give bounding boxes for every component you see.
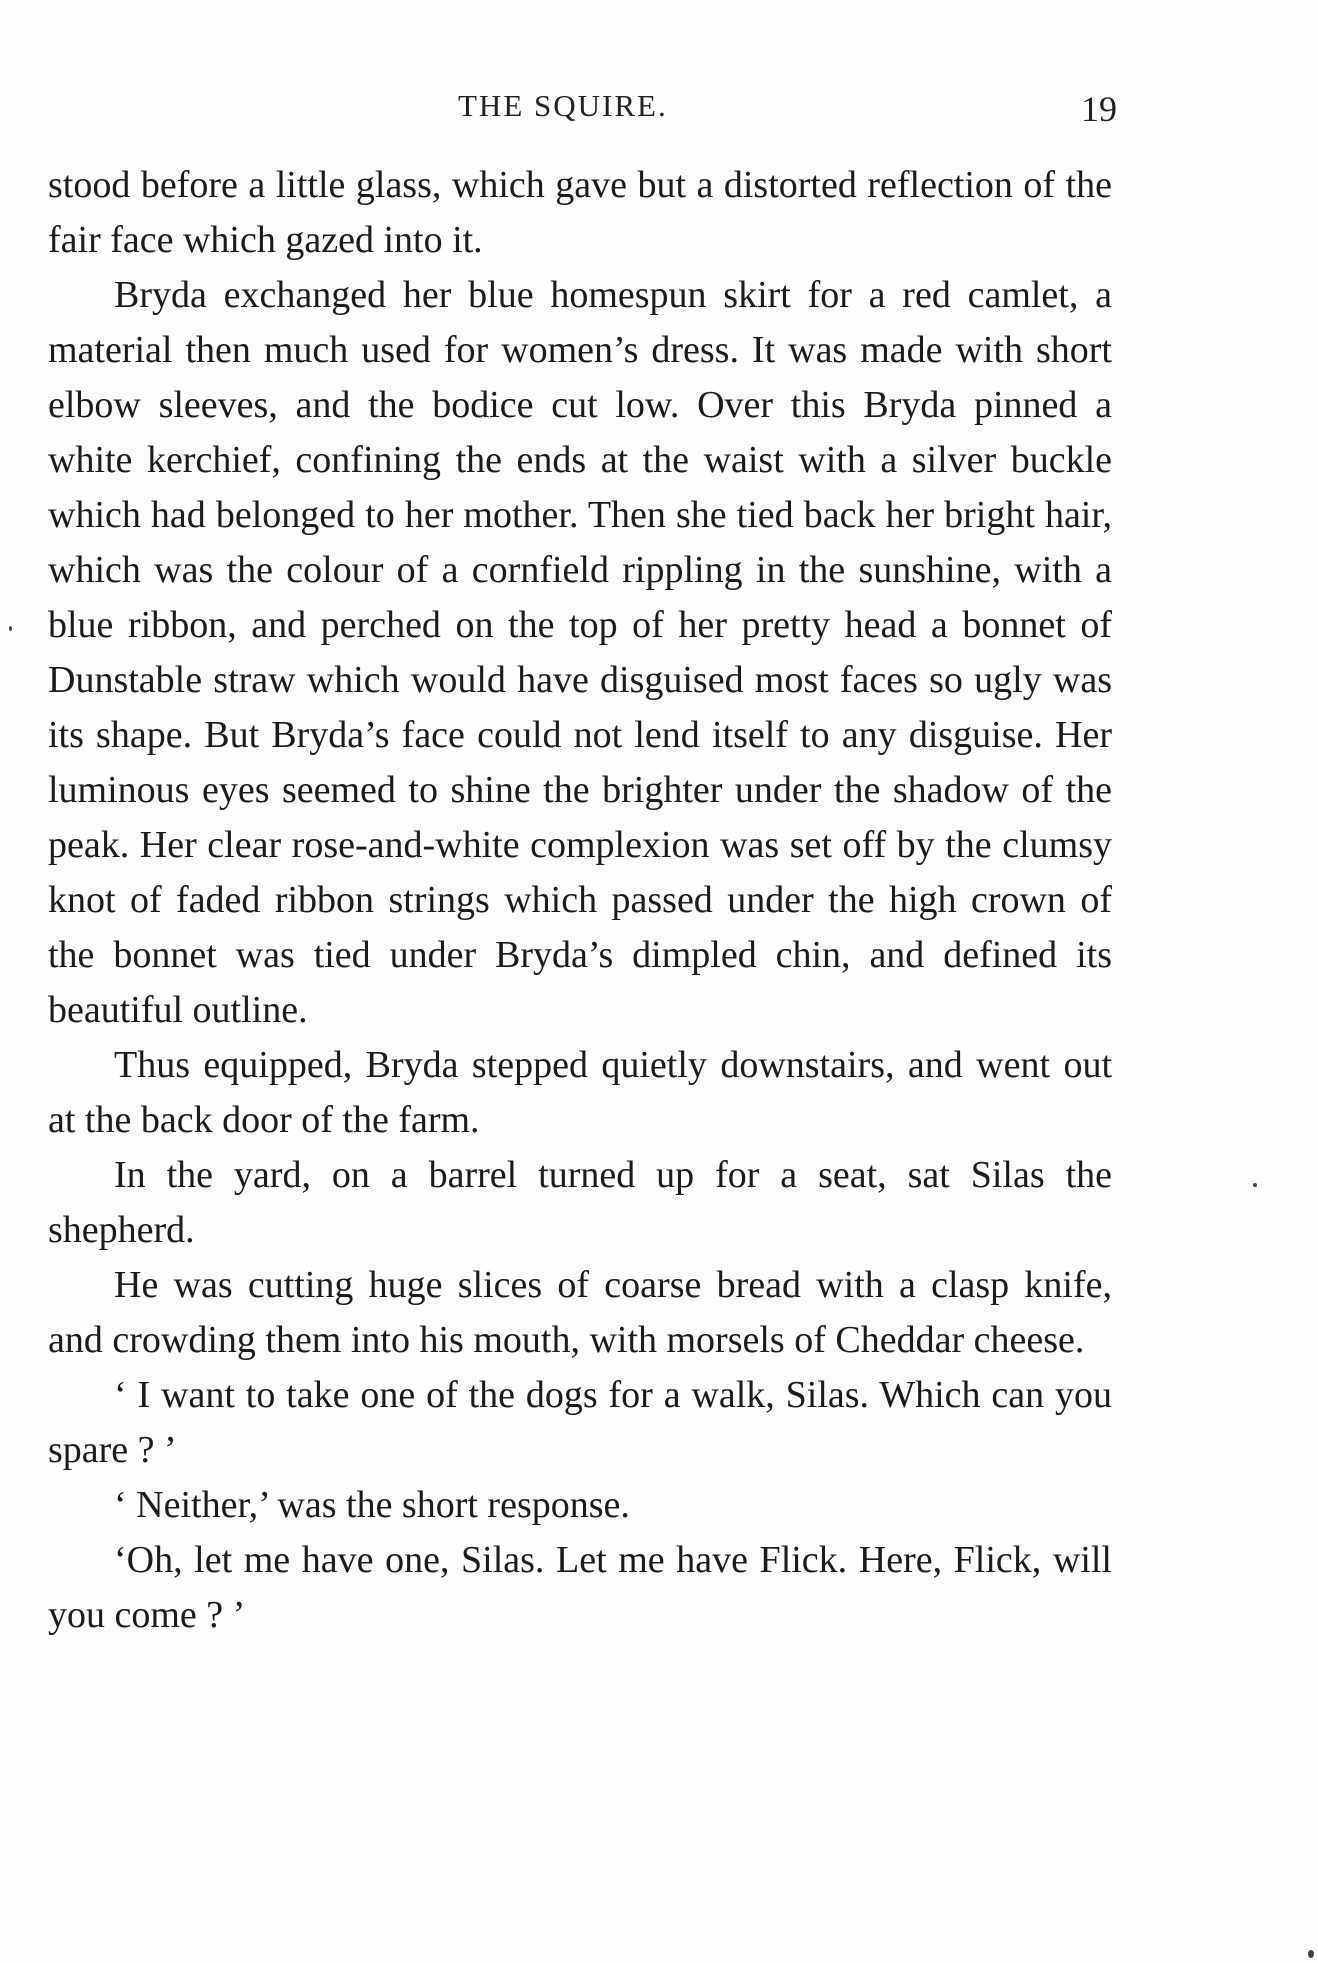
paragraph-dialogue-neither: ‘ Neither,’ was the short response. [114,1484,630,1526]
paragraph-bryda-dress: Bryda exchanged her blue homespun skirt for a red camlet, a material then much used for women’s dress. It was made with short elbow sleeves, and the bodice cut low. Over this Bryda pinned a white kerchief, confining the ends at the waist with a silver buckle which had belonged to her mother. Then she tied back her bright hair, which was the colour of a cornfield rippling in the sunshine, with a blue ribbon, and perched on the top of her pretty head a bonnet of Dunstable straw which would have disguised most faces so ugly was its shape. But Bryda’s face could not lend itself to any disguise. Her luminous eyes seemed to shine the brighter under the shadow of the peak. Her clear rose-and-white complexion was set off by the clumsy knot of faded ribbon strings which passed under the high crown of the bonnet was tied under Bryda’s dimpled chin, and defined its beautiful outline. [48,274,1112,1031]
print-speck [1308,1950,1314,1958]
running-title: THE SQUIRE. [458,88,668,123]
paragraph-downstairs: Thus equipped, Bryda stepped quietly downstairs, and went out at the back door of the farm. [48,1044,1112,1141]
print-speck [9,626,12,631]
paragraph-dialogue-flick: ‘Oh, let me have one, Silas. Let me have Flick. Here, Flick, will you come ? ’ [48,1539,1112,1636]
paragraph-silas-eating: He was cutting huge slices of coarse bread with a clasp knife, and crowding them into his mouth, with morsels of Cheddar cheese. [48,1264,1112,1361]
print-speck [1253,1183,1257,1187]
body-text [48,158,1112,1643]
running-head [44,88,1117,128]
paragraph-continuation: stood before a little glass, which gave but a distorted reflection of the fair face which gazed into it. [48,164,1112,261]
paragraph-dialogue-want-dog: ‘ I want to take one of the dogs for a walk, Silas. Which can you spare ? ’ [48,1374,1112,1471]
paragraph-yard: In the yard, on a barrel turned up for a seat, sat Silas the shepherd. [48,1154,1112,1251]
page-number: 19 [1081,89,1117,129]
